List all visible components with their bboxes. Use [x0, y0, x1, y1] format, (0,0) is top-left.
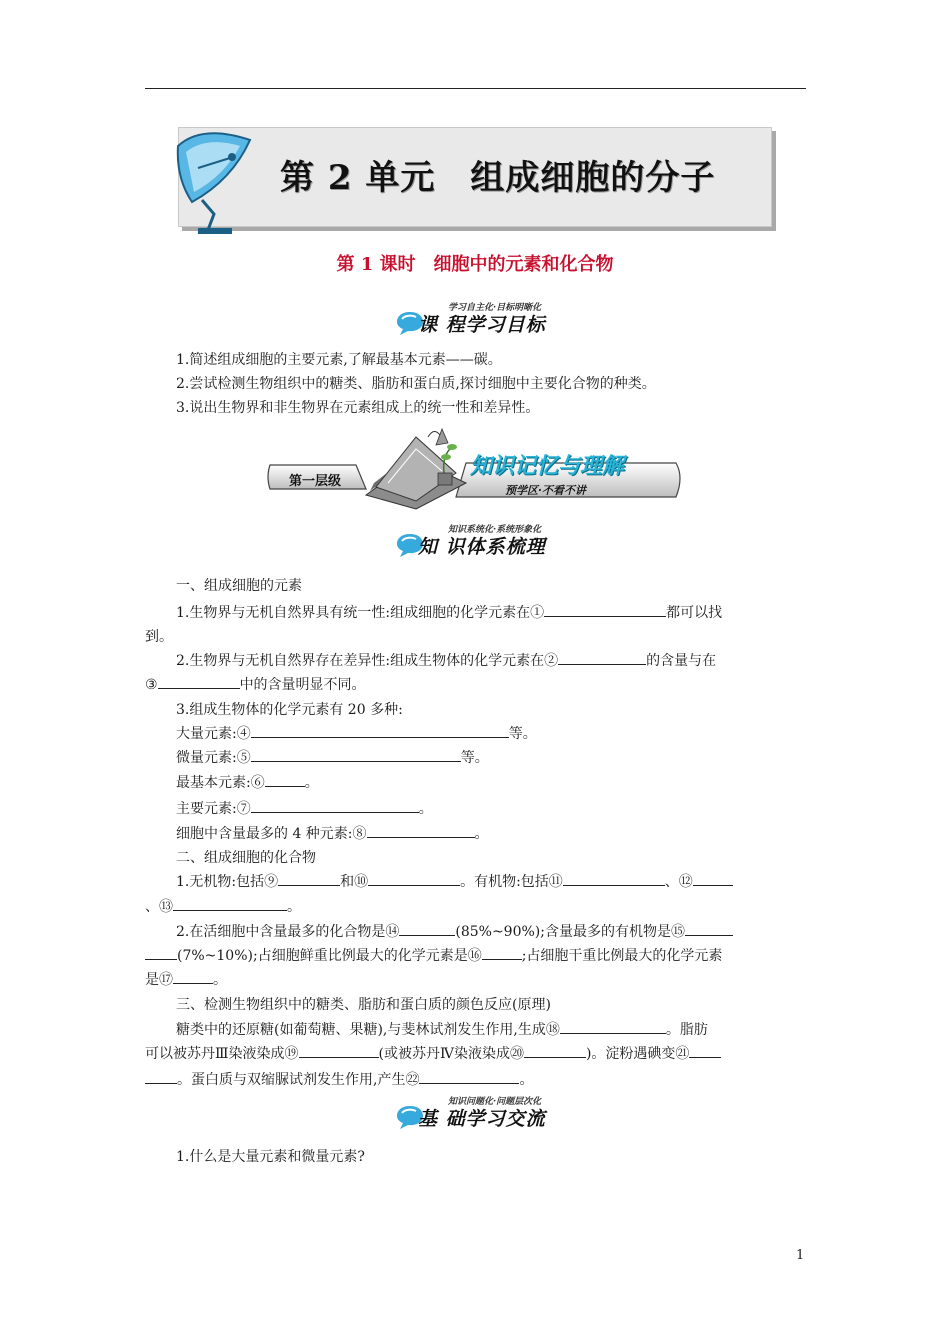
- goal-item: 2.尝试检测生物组织中的糖类、脂肪和蛋白质,探讨细胞中主要化合物的种类。: [176, 376, 656, 392]
- part3-line1: 糖类中的还原糖(如葡萄糖、果糖),与斐林试剂发生作用,生成⑱ 。脂肪: [176, 1018, 708, 1042]
- part1-line2-cont: ③ 中的含量明显不同。: [145, 673, 366, 697]
- part1-line2: 2.生物界与无机自然界存在差异性:组成生物体的化学元素在② 的含量与在: [176, 649, 716, 673]
- part2-line1: 1.无机物:包括⑨ 和⑩ 。有机物:包括⑪ 、⑫: [176, 870, 733, 894]
- basic-element-line: 最基本元素:⑥ 。: [176, 771, 319, 795]
- part2-line1-cont: 、⑬ 。: [145, 895, 301, 919]
- section-first-char: 基: [418, 1108, 439, 1130]
- section-tag: 知识系统化·系统形象化: [448, 525, 542, 535]
- top4-elements-line: 细胞中含量最多的 4 种元素:⑧ 。: [176, 822, 489, 846]
- part3-line3: 。蛋白质与双缩脲试剂发生作用,产生㉒ 。: [145, 1068, 533, 1092]
- part1-line1-cont: 到。: [145, 629, 173, 645]
- section-heading-knowledge: [396, 522, 566, 564]
- goal-item: 1.简述组成细胞的主要元素,了解最基本元素——碳。: [176, 352, 502, 368]
- section-tag: 学习自主化·目标明晰化: [448, 303, 542, 313]
- micro-elements-line: 微量元素:⑤ 等。: [176, 746, 489, 770]
- unit-title: 第 2 单元 组成细胞的分子: [280, 158, 716, 198]
- section-name: 础学习交流: [438, 1108, 546, 1130]
- section-first-char: 知: [418, 536, 439, 558]
- part3-heading: 三、检测生物组织中的糖类、脂肪和蛋白质的颜色反应(原理): [176, 997, 551, 1013]
- part2-line2: 2.在活细胞中含量最多的化合物是⑭ (85%~90%);含量最多的有机物是⑮: [176, 920, 733, 944]
- section-name: 识体系梳理: [438, 536, 546, 558]
- part1-line3: 3.组成生物体的化学元素有 20 多种:: [176, 702, 403, 718]
- section-tag: 知识问题化·问题层次化: [448, 1097, 542, 1107]
- lesson-title: 第 1 课时 细胞中的元素和化合物: [336, 254, 614, 275]
- level-title: 知识记忆与理解: [470, 454, 625, 479]
- main-elements-line: 主要元素:⑦ 。: [176, 797, 433, 821]
- part2-line2-end: 是⑰ 。: [145, 968, 227, 992]
- macro-elements-line: 大量元素:④ 等。: [176, 722, 537, 746]
- page-number: 1: [796, 1248, 805, 1263]
- question-1: 1.什么是大量元素和微量元素?: [176, 1149, 365, 1165]
- level-label: 第一层级: [288, 474, 341, 489]
- header-rule: [145, 88, 806, 89]
- goal-item: 3.说出生物界和非生物界在元素组成上的统一性和差异性。: [176, 400, 540, 416]
- level-subtitle: 预学区·不看不讲: [505, 484, 586, 497]
- part2-heading: 二、组成细胞的化合物: [176, 850, 316, 866]
- satellite-dish-icon: [172, 118, 272, 240]
- part3-line2: 可以被苏丹Ⅲ染液染成⑲ (或被苏丹Ⅳ染液染成⑳ )。淀粉遇碘变㉑: [145, 1042, 721, 1066]
- section-heading-goals: [396, 300, 566, 342]
- section-name: 程学习目标: [438, 314, 546, 336]
- section-first-char: 课: [418, 314, 439, 336]
- part2-line2-cont: (7%~10%);占细胞鲜重比例最大的化学元素是⑯ ;占细胞干重比例最大的化学元素: [145, 944, 722, 968]
- section-heading-basic: [396, 1094, 566, 1136]
- part1-line1: 1.生物界与无机自然界具有统一性:组成细胞的化学元素在① 都可以找: [176, 601, 722, 625]
- part1-heading: 一、组成细胞的元素: [176, 578, 302, 594]
